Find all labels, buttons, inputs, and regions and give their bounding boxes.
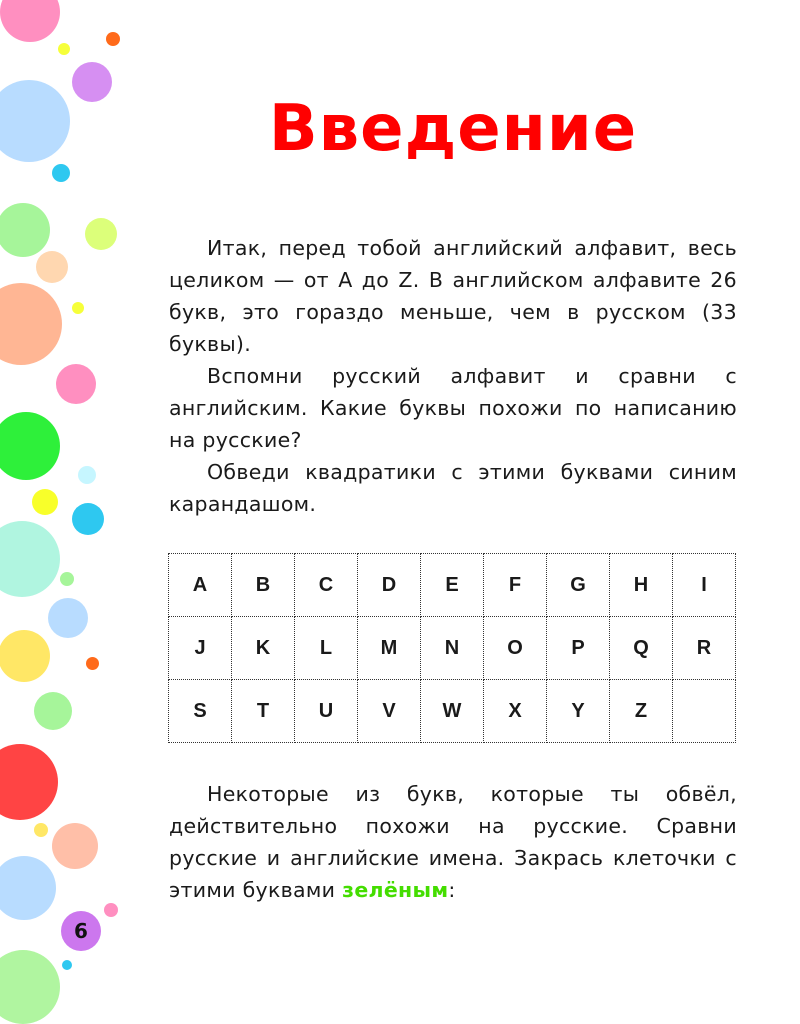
decor-dot xyxy=(32,489,58,515)
outro-body: Некоторые из букв, которые ты обвёл, действительно похожи на русские. Сравни русские и английские имена. Закрась клеточки с этими буквами xyxy=(169,782,737,902)
letter-cell[interactable]: M xyxy=(358,617,421,680)
decor-dot xyxy=(0,856,56,920)
decor-dot xyxy=(72,302,84,314)
decor-dot xyxy=(85,218,117,250)
letter-cell[interactable]: J xyxy=(169,617,232,680)
intro-paragraph-1: Итак, перед тобой английский алфавит, весь целиком — от A до Z. В английском алфавите 26 букв, это гораздо меньше, чем в русском (33 буквы). xyxy=(169,236,737,356)
letter-cell[interactable]: G xyxy=(547,554,610,617)
letter-cell[interactable]: D xyxy=(358,554,421,617)
grid-row xyxy=(169,617,736,680)
letter-cell[interactable]: R xyxy=(673,617,736,680)
decor-dot xyxy=(52,823,98,869)
decor-dot xyxy=(52,164,70,182)
decor-dot xyxy=(0,203,50,257)
decor-dot xyxy=(0,950,60,1024)
letter-cell[interactable]: I xyxy=(673,554,736,617)
decor-dot xyxy=(106,32,120,46)
page-number-badge xyxy=(61,911,101,951)
letter-cell[interactable]: E xyxy=(421,554,484,617)
letter-cell[interactable]: H xyxy=(610,554,673,617)
letter-cell[interactable]: W xyxy=(421,680,484,743)
letter-cell[interactable]: L xyxy=(295,617,358,680)
decor-dot xyxy=(36,251,68,283)
letter-cell[interactable]: Z xyxy=(610,680,673,743)
letter-cell[interactable]: C xyxy=(295,554,358,617)
intro-paragraph-2: Вспомни русский алфавит и сравни с английским. Какие буквы похожи по написанию на русские? xyxy=(169,364,737,452)
page-number: 6 xyxy=(74,919,88,943)
letter-cell[interactable]: O xyxy=(484,617,547,680)
decor-dot xyxy=(48,598,88,638)
outro-paragraph xyxy=(169,778,737,906)
page-title: Введение xyxy=(268,92,638,166)
decor-dot xyxy=(0,521,60,597)
decor-dot xyxy=(0,412,60,480)
decor-dot xyxy=(34,823,48,837)
letter-cell[interactable]: A xyxy=(169,554,232,617)
decor-dot xyxy=(0,744,58,820)
outro-text xyxy=(169,778,737,906)
letter-cell[interactable]: X xyxy=(484,680,547,743)
empty-cell[interactable] xyxy=(673,680,736,743)
letter-cell[interactable]: U xyxy=(295,680,358,743)
alphabet-grid xyxy=(168,553,736,743)
letter-cell[interactable]: K xyxy=(232,617,295,680)
decor-dot xyxy=(78,466,96,484)
grid-row xyxy=(169,680,736,743)
decor-dot xyxy=(60,572,74,586)
decor-dot xyxy=(0,630,50,682)
decor-dot xyxy=(62,960,72,970)
decor-dot xyxy=(56,364,96,404)
letter-cell[interactable]: T xyxy=(232,680,295,743)
decor-dot xyxy=(86,657,99,670)
letter-cell[interactable]: F xyxy=(484,554,547,617)
intro-paragraph-3: Обведи квадратики с этими буквами синим карандашом. xyxy=(169,460,737,516)
decor-dot xyxy=(72,503,104,535)
decor-dot xyxy=(0,0,60,42)
decor-dot xyxy=(104,903,118,917)
decor-dot xyxy=(34,692,72,730)
letter-cell[interactable]: S xyxy=(169,680,232,743)
green-highlight-word: зелёным xyxy=(342,878,449,902)
letter-cell[interactable]: B xyxy=(232,554,295,617)
letter-cell[interactable]: Y xyxy=(547,680,610,743)
letter-cell[interactable]: P xyxy=(547,617,610,680)
letter-cell[interactable]: N xyxy=(421,617,484,680)
decor-dot xyxy=(58,43,70,55)
decor-dot xyxy=(0,283,62,365)
grid-row xyxy=(169,554,736,617)
letter-cell[interactable]: V xyxy=(358,680,421,743)
letter-cell[interactable]: Q xyxy=(610,617,673,680)
intro-text xyxy=(169,232,737,520)
outro-colon: : xyxy=(448,878,456,902)
